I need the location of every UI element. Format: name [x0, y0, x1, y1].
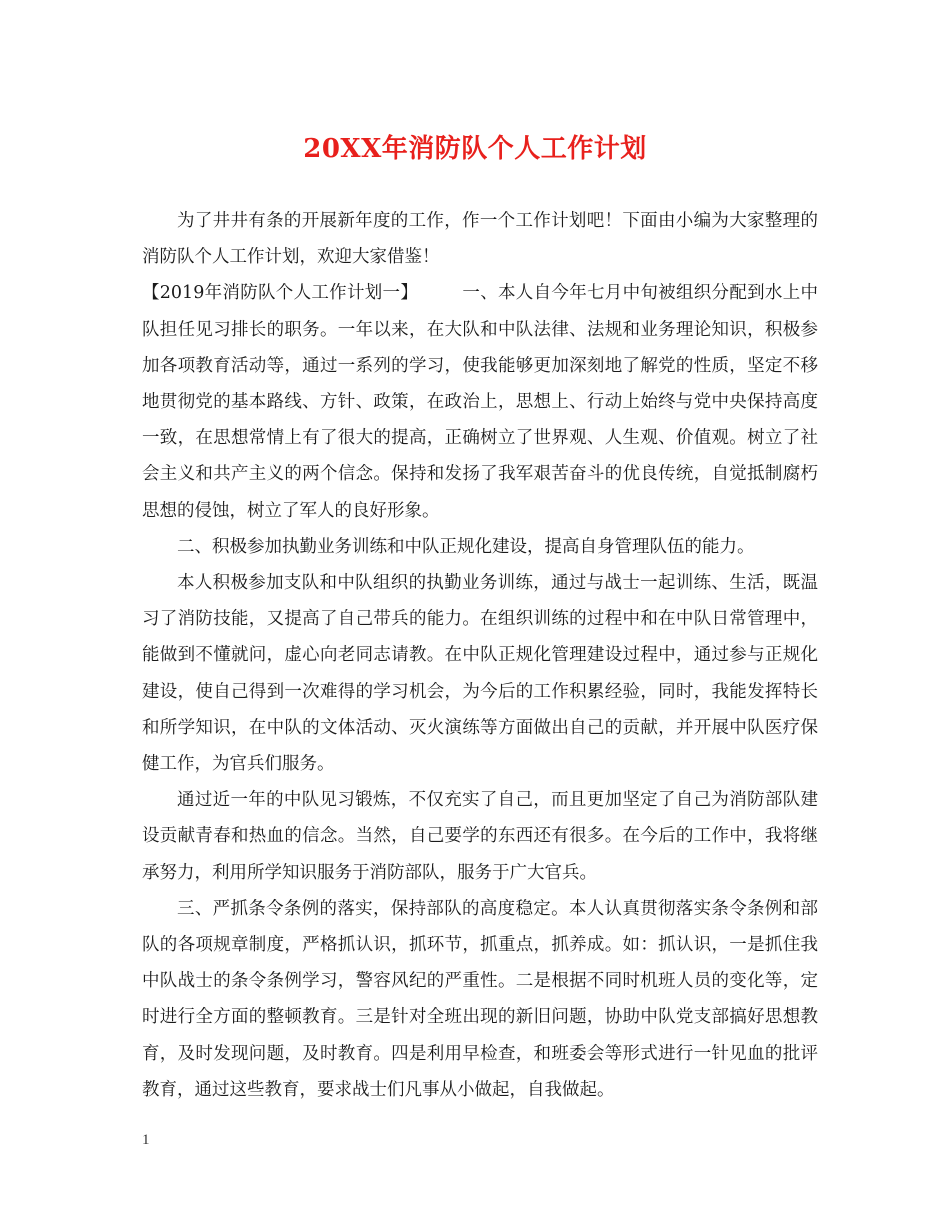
page-number: 1: [142, 1132, 150, 1148]
document-body: [142, 203, 818, 1108]
paragraph-section-three: 三、严抓条令条例的落实，保持部队的高度稳定。本人认真贯彻落实条令条例和部队的各项规章制度，严格抓认识，抓环节，抓重点，抓养成。如：抓认识，一是抓住我中队战士的条令条例学习，警容风纪的严重性。二是根据不同时机班人员的变化等，定时进行全方面的整顿教育。三是针对全班出现的新旧问题，协助中队党支部搞好思想教育，及时发现问题，及时教育。四是利用早检查，和班委会等形式进行一针见血的批评教育，通过这些教育，要求战士们凡事从小做起，自我做起。: [142, 898, 818, 1100]
paragraph-plan-one: [142, 275, 818, 528]
section-heading: 【2019年消防队个人工作计划一】: [142, 283, 419, 304]
paragraph-section-two-body: 本人积极参加支队和中队组织的执勤业务训练，通过与战士一起训练、生活，既温习了消防技能，又提高了自己带兵的能力。在组织训练的过程中和在中队日常管理中，能做到不懂就问，虚心向老同志请教。在中队正规化管理建设过程中，通过参与正规化建设，使自己得到一次难得的学习机会，为今后的工作积累经验，同时，我能发挥特长和所学知识，在中队的文体活动、灭火演练等方面做出自己的贡献，并开展中队医疗保健工作，为官兵们服务。: [142, 573, 818, 775]
paragraph-summary: 通过近一年的中队见习锻炼，不仅充实了自己，而且更加坚定了自己为消防部队建设贡献青春和热血的信念。当然，自己要学的东西还有很多。在今后的工作中，我将继承努力，利用所学知识服务于消防部队，服务于广大官兵。: [142, 790, 818, 883]
paragraph-section-two-head: 二、积极参加执勤业务训练和中队正规化建设，提高自身管理队伍的能力。: [177, 536, 755, 557]
paragraph-plan-one-text: 一、本人自今年七月中旬被组织分配到水上中队担任见习排长的职务。一年以来，在大队和中队法律、法规和业务理论知识，积极参加各项教育活动等，通过一系列的学习，使我能够更加深刻地了解党的性质，坚定不移地贯彻党的基本路线、方针、政策，在政治上，思想上、行动上始终与党中央保持高度一致，在思想常情上有了很大的提高，正确树立了世界观、人生观、价值观。树立了社会主义和共产主义的两个信念。保持和发扬了我军艰苦奋斗的优良传统，自觉抵制腐朽思想的侵蚀，树立了军人的良好形象。: [142, 283, 818, 521]
paragraph-intro: 为了井井有条的开展新年度的工作，作一个工作计划吧！下面由小编为大家整理的消防队个人工作计划，欢迎大家借鉴！: [142, 211, 818, 268]
page-title: 20XX年消防队个人工作计划: [303, 134, 647, 164]
